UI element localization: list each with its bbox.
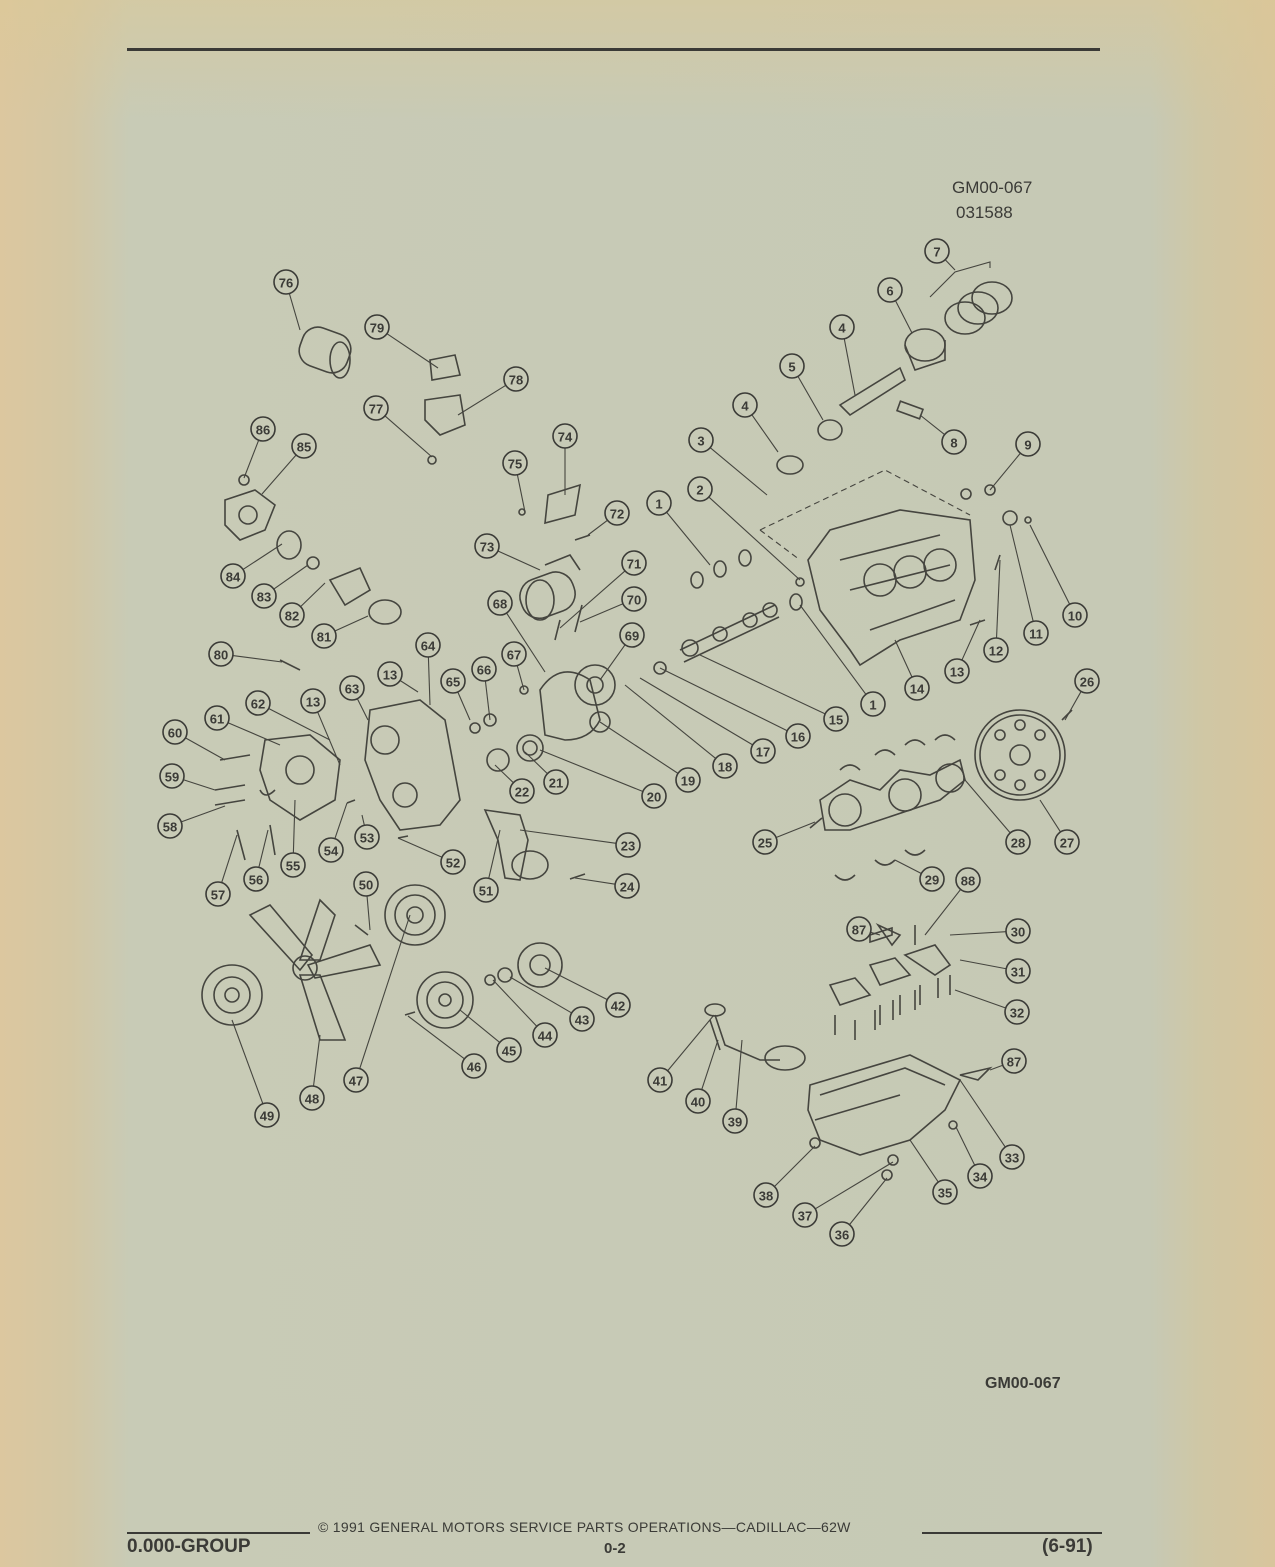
callout-number: 30 <box>1010 924 1026 940</box>
leader-line <box>1040 800 1061 832</box>
callout-55 <box>281 800 305 877</box>
leader-line <box>895 860 921 874</box>
callout-36 <box>830 1178 887 1246</box>
callout-number: 65 <box>445 674 461 690</box>
callout-number: 50 <box>358 877 374 893</box>
figure-bottom-code: GM00-067 <box>985 1375 1061 1392</box>
callout-number: 26 <box>1079 674 1095 690</box>
callout-86 <box>244 417 275 478</box>
callout-87 <box>847 917 880 941</box>
callout-85 <box>262 434 316 494</box>
part-callouts <box>158 239 1099 1246</box>
callout-number: 54 <box>323 843 339 859</box>
callout-2 <box>688 477 800 580</box>
callout-number: 55 <box>285 858 301 874</box>
page-number: 0-2 <box>604 1540 626 1557</box>
leader-line <box>960 1080 1005 1147</box>
callout-59 <box>160 764 215 790</box>
leader-line <box>776 822 815 838</box>
callout-number: 2 <box>696 482 704 498</box>
leader-line <box>318 712 340 765</box>
damper-pulley <box>417 972 473 1028</box>
leader-line <box>183 780 215 790</box>
callout-number: 25 <box>757 835 773 851</box>
callout-number: 11 <box>1029 626 1043 642</box>
callout-number: 44 <box>537 1028 553 1044</box>
callout-42 <box>545 968 630 1017</box>
callout-67 <box>502 642 526 690</box>
callout-73 <box>475 534 540 570</box>
leader-line <box>244 440 259 478</box>
crank-pulley <box>385 885 445 945</box>
callout-29 <box>895 860 944 891</box>
leader-line <box>600 722 678 773</box>
leader-line <box>458 692 470 720</box>
callout-75 <box>503 451 527 512</box>
callout-number: 20 <box>646 789 662 805</box>
callout-1 <box>800 605 885 716</box>
callout-40 <box>686 1040 718 1113</box>
leader-line <box>925 889 961 935</box>
callout-18 <box>625 685 737 778</box>
callout-number: 82 <box>284 608 300 624</box>
callout-number: 66 <box>476 662 492 678</box>
callout-number: 70 <box>626 592 642 608</box>
callout-35 <box>910 1140 957 1204</box>
callout-19 <box>600 722 700 792</box>
leader-line <box>232 1020 263 1104</box>
balancer <box>518 943 562 987</box>
callout-number: 76 <box>278 275 294 291</box>
leader-line <box>990 1065 1003 1070</box>
callout-77 <box>364 396 432 457</box>
leader-line <box>228 723 280 745</box>
callout-37 <box>793 1162 893 1227</box>
callout-number: 68 <box>492 596 508 612</box>
callout-6 <box>878 278 912 333</box>
footer-revision: (6-91) <box>1042 1536 1093 1557</box>
callout-number: 81 <box>316 629 332 645</box>
leader-line <box>752 415 778 452</box>
footer-copyright: © 1991 GENERAL MOTORS SERVICE PARTS OPERATIONS—CADILLAC—62W <box>318 1519 851 1535</box>
leader-line <box>920 415 945 435</box>
leader-line <box>667 512 710 565</box>
leader-line <box>460 1010 500 1042</box>
callout-4 <box>733 393 778 452</box>
callout-76 <box>274 270 300 330</box>
leader-line <box>185 738 225 760</box>
callout-8 <box>920 415 966 454</box>
callout-number: 64 <box>420 638 436 654</box>
callout-72 <box>588 501 629 535</box>
callout-30 <box>950 919 1030 943</box>
callout-17 <box>640 678 775 763</box>
callout-38 <box>754 1146 815 1207</box>
oil-pan <box>808 1055 960 1155</box>
leader-line <box>1030 525 1070 604</box>
leader-line <box>408 1016 464 1059</box>
leader-line <box>274 565 308 589</box>
leader-line <box>243 544 282 569</box>
starter-motor <box>515 567 580 623</box>
leader-line <box>428 657 430 705</box>
callout-number: 13 <box>949 664 965 680</box>
leader-line <box>495 765 513 783</box>
footer-rule-right <box>922 1532 1102 1534</box>
callout-63 <box>340 676 368 720</box>
callout-number: 47 <box>348 1073 364 1089</box>
callout-number: 83 <box>256 589 272 605</box>
callout-number: 79 <box>369 320 385 336</box>
callout-10 <box>1030 525 1087 627</box>
callout-11 <box>1010 525 1048 645</box>
callout-70 <box>580 587 646 622</box>
callout-number: 74 <box>557 429 573 445</box>
leader-line <box>990 453 1020 490</box>
callout-74 <box>553 424 577 495</box>
leader-line <box>262 455 296 494</box>
callout-13 <box>301 689 340 765</box>
callout-56 <box>244 830 268 891</box>
callout-number: 1 <box>655 496 663 512</box>
callout-79 <box>365 315 438 368</box>
callout-number: 49 <box>259 1108 275 1124</box>
figure-code: GM00-067 <box>952 178 1033 197</box>
callout-44 <box>493 980 557 1047</box>
leader-line <box>962 620 980 660</box>
callout-number: 32 <box>1009 1005 1025 1021</box>
callout-number: 29 <box>924 872 940 888</box>
fan-clutch <box>202 965 262 1025</box>
callout-number: 4 <box>838 320 846 336</box>
callout-number: 61 <box>209 711 225 727</box>
thermostat-housing <box>225 490 275 540</box>
footer-group: 0.000-GROUP <box>127 1536 251 1557</box>
callout-number: 16 <box>790 729 806 745</box>
figure-date-code: 031588 <box>956 203 1013 222</box>
callout-number: 41 <box>652 1073 668 1089</box>
callout-39 <box>723 1040 747 1133</box>
callout-number: 9 <box>1024 437 1032 453</box>
leader-line <box>367 896 370 930</box>
callout-number: 80 <box>213 647 229 663</box>
leader-line <box>520 830 616 843</box>
callout-number: 13 <box>305 694 321 710</box>
leader-line <box>1065 691 1081 720</box>
callout-87 <box>990 1049 1026 1073</box>
oil-pump <box>485 810 528 880</box>
callout-34 <box>956 1127 992 1188</box>
leader-line <box>895 640 912 677</box>
callout-number: 40 <box>690 1094 706 1110</box>
leader-line <box>493 980 537 1026</box>
leader-line <box>709 497 800 580</box>
callout-number: 43 <box>574 1012 590 1028</box>
callout-69 <box>600 623 644 680</box>
leader-line <box>525 752 547 774</box>
callout-32 <box>955 990 1029 1024</box>
callout-number: 24 <box>619 879 635 895</box>
callout-58 <box>158 806 225 838</box>
footer-rule-left <box>127 1532 310 1534</box>
leader-line <box>301 583 325 607</box>
leader-line <box>588 520 607 535</box>
callout-number: 87 <box>1006 1054 1022 1070</box>
callout-53 <box>355 815 379 849</box>
engine-block <box>808 510 975 665</box>
front-cover <box>365 700 460 830</box>
callout-12 <box>984 560 1008 662</box>
callout-number: 71 <box>626 556 642 572</box>
callout-15 <box>700 655 848 731</box>
leader-line <box>387 334 438 368</box>
leader-line <box>910 1140 938 1182</box>
callout-number: 42 <box>610 998 626 1014</box>
callout-number: 67 <box>506 647 522 663</box>
callout-number: 4 <box>741 398 749 414</box>
callout-number: 22 <box>514 784 530 800</box>
leader-line <box>181 806 225 822</box>
callout-number: 51 <box>478 883 494 899</box>
callout-number: 84 <box>225 569 241 585</box>
callout-65 <box>441 669 470 720</box>
callout-84 <box>221 544 282 588</box>
callout-54 <box>319 803 347 862</box>
callout-7 <box>925 239 955 270</box>
leader-line <box>895 301 912 333</box>
leader-line <box>660 668 787 731</box>
callout-66 <box>472 657 496 720</box>
water-pump <box>260 735 340 820</box>
callout-24 <box>575 874 639 898</box>
leader-line <box>950 932 1006 935</box>
callout-number: 46 <box>466 1059 482 1075</box>
callout-number: 37 <box>797 1208 813 1224</box>
leader-line <box>293 800 295 853</box>
leader-line <box>458 385 506 415</box>
leader-line <box>580 604 623 622</box>
callout-number: 45 <box>501 1043 517 1059</box>
callout-27 <box>1040 800 1079 854</box>
callout-number: 57 <box>210 887 226 903</box>
callout-number: 14 <box>909 681 925 697</box>
leader-line <box>798 376 823 420</box>
callout-number: 87 <box>851 922 867 938</box>
callout-number: 8 <box>950 435 958 451</box>
callout-number: 75 <box>507 456 523 472</box>
callout-51 <box>474 830 500 902</box>
leader-line <box>517 666 524 690</box>
generator <box>295 323 356 378</box>
callout-number: 21 <box>548 775 564 791</box>
leader-line <box>259 830 268 867</box>
callout-4 <box>830 315 855 395</box>
callout-number: 73 <box>479 539 495 555</box>
leader-line <box>668 1015 714 1071</box>
leader-line <box>498 551 540 570</box>
callout-number: 53 <box>359 830 375 846</box>
callout-number: 62 <box>250 696 266 712</box>
callout-49 <box>232 1020 279 1127</box>
callout-50 <box>354 872 378 930</box>
callout-number: 63 <box>344 681 360 697</box>
leader-line <box>357 699 368 720</box>
callout-14 <box>895 640 929 700</box>
callout-number: 58 <box>162 819 178 835</box>
connecting-rod <box>840 368 905 415</box>
callout-78 <box>458 367 528 415</box>
leader-line <box>222 835 237 883</box>
callout-number: 12 <box>988 643 1004 659</box>
callout-52 <box>398 838 465 874</box>
leader-line <box>700 655 825 714</box>
leader-line <box>956 1127 975 1165</box>
leader-line <box>360 915 410 1069</box>
callout-81 <box>312 616 368 648</box>
callout-number: 15 <box>828 712 844 728</box>
callout-80 <box>209 642 282 666</box>
callout-number: 52 <box>445 855 461 871</box>
heat-shield <box>545 485 580 523</box>
callout-5 <box>780 354 823 420</box>
leader-line <box>362 815 364 825</box>
callout-number: 48 <box>304 1091 320 1107</box>
leader-line <box>335 803 347 839</box>
callout-22 <box>495 765 534 803</box>
callout-16 <box>660 668 810 748</box>
callout-43 <box>510 977 594 1031</box>
callout-41 <box>648 1015 714 1092</box>
leader-line <box>955 990 1006 1008</box>
callout-number: 31 <box>1010 964 1026 980</box>
callout-31 <box>960 959 1030 983</box>
leader-line <box>517 475 525 512</box>
callout-number: 59 <box>164 769 180 785</box>
leader-line <box>269 708 330 740</box>
callout-number: 38 <box>758 1188 774 1204</box>
callout-number: 36 <box>834 1227 850 1243</box>
leader-line <box>233 656 282 662</box>
callout-number: 85 <box>296 439 312 455</box>
fan-blade <box>250 900 380 1040</box>
oil-pickup <box>710 1015 780 1060</box>
callout-number: 13 <box>382 667 398 683</box>
callout-number: 72 <box>609 506 625 522</box>
leader-line <box>314 1035 320 1086</box>
leader-line <box>960 960 1006 969</box>
leader-line <box>945 260 955 270</box>
leader-line <box>489 830 500 878</box>
callout-number: 77 <box>368 401 384 417</box>
callout-number: 69 <box>624 628 640 644</box>
callout-number: 34 <box>972 1169 988 1185</box>
leader-line <box>400 680 418 692</box>
callout-number: 35 <box>937 1185 953 1201</box>
callout-number: 19 <box>680 773 696 789</box>
callout-64 <box>416 633 440 705</box>
callout-57 <box>206 835 237 906</box>
callout-number: 27 <box>1059 835 1075 851</box>
callout-number: 60 <box>167 725 183 741</box>
callout-48 <box>300 1035 324 1110</box>
leader-line <box>575 878 615 884</box>
callout-number: 7 <box>933 244 941 260</box>
callout-13 <box>378 662 418 692</box>
callout-46 <box>408 1016 486 1078</box>
leader-line <box>385 416 432 457</box>
callout-1 <box>647 491 710 565</box>
leader-line <box>702 1040 718 1090</box>
callout-number: 3 <box>697 433 705 449</box>
callout-13 <box>945 620 980 683</box>
leader-line <box>398 838 442 857</box>
callout-number: 33 <box>1004 1150 1020 1166</box>
leader-line <box>335 616 368 631</box>
callout-number: 39 <box>727 1114 743 1130</box>
callout-number: 28 <box>1010 835 1026 851</box>
callout-number: 56 <box>248 872 264 888</box>
callout-number: 23 <box>620 838 636 854</box>
flywheel <box>975 710 1065 800</box>
callout-25 <box>753 822 815 854</box>
leader-line <box>965 780 1010 833</box>
leader-line <box>844 339 855 395</box>
callout-number: 6 <box>886 283 894 299</box>
callout-28 <box>965 780 1030 854</box>
timing-chain <box>540 672 600 740</box>
callout-82 <box>280 583 325 627</box>
callout-number: 5 <box>788 359 796 375</box>
callout-83 <box>252 565 308 608</box>
piston-ring <box>945 302 985 334</box>
callout-number: 78 <box>508 372 524 388</box>
leader-line <box>1010 525 1033 621</box>
callout-number: 10 <box>1067 608 1083 624</box>
callout-number: 17 <box>755 744 771 760</box>
leader-line <box>289 294 300 330</box>
leader-line <box>800 605 866 694</box>
callout-number: 18 <box>717 759 733 775</box>
piston <box>905 329 945 361</box>
leader-line <box>545 968 607 1000</box>
callout-number: 1 <box>869 697 877 713</box>
callout-71 <box>560 551 646 628</box>
callout-number: 88 <box>960 873 976 889</box>
leader-line <box>710 448 767 495</box>
callout-9 <box>990 432 1040 490</box>
leader-line <box>774 1146 815 1187</box>
leader-line <box>997 560 1000 638</box>
callout-number: 86 <box>255 422 271 438</box>
